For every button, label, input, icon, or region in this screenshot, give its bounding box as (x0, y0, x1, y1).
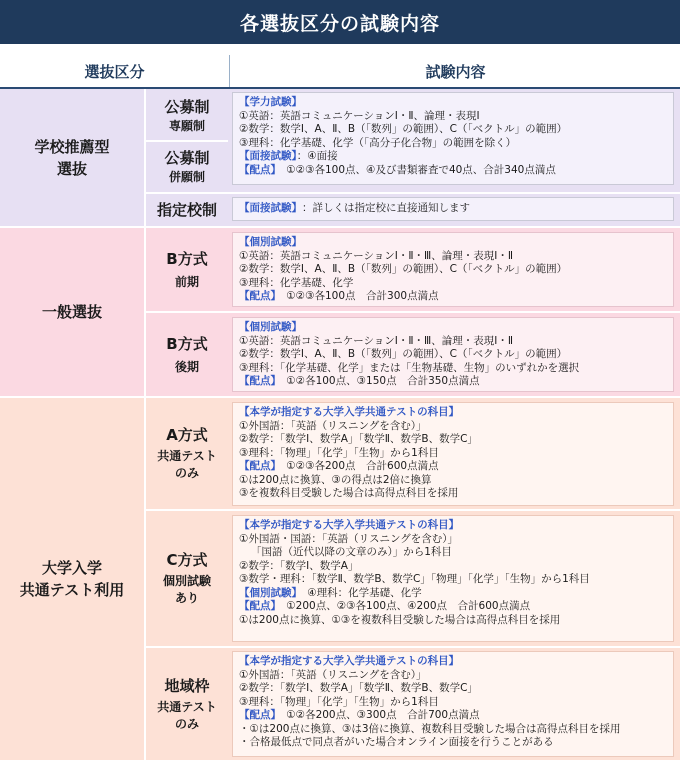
content-line: ③理科：「化学基礎、化学」または「生物基礎、生物」のいずれかを選択 (239, 361, 580, 374)
category-school-recommendation: 学校推薦型 選抜 (34, 137, 110, 178)
content-line: ・合格最低点で同点者がいた場合オンライン面接を行うことがある (239, 736, 554, 748)
exam-content-public (232, 92, 674, 185)
content-line: ①外国語・国語：「英語（リスニングを含む）」 (239, 532, 458, 545)
subcategory-public-multiple (146, 142, 228, 190)
subcategory-note: 共通テスト のみ (157, 700, 217, 731)
content-line: ③理科：「物理」「化学」「生物」から1科目 (239, 446, 439, 459)
exam-content-designated (232, 197, 674, 221)
section-common-test (0, 398, 680, 760)
content-text: ①②③各100点 合計300点満点 (275, 290, 439, 302)
subcategory-public-single (146, 91, 228, 139)
subcategory-note: 併願制 (168, 169, 205, 184)
content-tag: 【配点】 (239, 290, 276, 302)
header-selection-category: 選抜区分 (84, 62, 145, 81)
content-line: ②数学：「数学Ⅰ、数学A」「数学Ⅱ、数学B、数学C」 (239, 433, 478, 445)
exam-content-c-method (232, 515, 674, 642)
content-heading: 【個別試験】 (239, 321, 302, 333)
content-heading: 【学力試験】 (239, 96, 302, 108)
subcategory-title: C方式 (166, 551, 208, 569)
content-tag: 【配点】 (239, 375, 276, 387)
content-line: ①は200点に換算、①③を複数科目受験した場合は高得点科目を採用 (239, 613, 561, 626)
content-line (239, 600, 667, 614)
content-line: ②数学：「数学Ⅰ、数学A」 (239, 559, 359, 572)
subcategory-a-method (146, 398, 228, 508)
subcategory-title: 公募制 (164, 97, 210, 116)
header-divider (229, 55, 230, 87)
content-text: ：④面接 (296, 150, 338, 162)
content-line: ③を複数科目受験した場合は高得点科目を採用 (239, 487, 459, 499)
category-general-selection: 一般選抜 (41, 303, 102, 321)
subcategory-regional-quota (146, 648, 228, 760)
subcategory-note: 個別試験 あり (162, 574, 211, 605)
content-tag: 【面接試験】 (239, 150, 297, 162)
content-text: ①200点、②③各100点、④200点 合計600点満点 (275, 600, 531, 612)
content-text: ①②③各100点、④及び書類審査で40点、合計340点満点 (275, 163, 556, 176)
content-line (239, 164, 667, 178)
subcategory-title: A方式 (166, 426, 208, 444)
category-common-test: 大学入学 共通テスト利用 (19, 559, 125, 599)
subcategory-title: 地域枠 (164, 677, 210, 695)
subcategory-note: 前期 (174, 274, 199, 289)
exam-content-b-early (232, 232, 674, 307)
content-tag: 【配点】 (239, 163, 276, 176)
section-school-recommendation (0, 89, 680, 226)
content-tag: 【配点】 (239, 600, 276, 612)
content-line: ②数学：「数学Ⅰ、数学A」「数学Ⅱ、数学B、数学C」 (239, 682, 478, 694)
content-text: ：詳しくは指定校に直接通知します (302, 202, 470, 215)
subcategory-title: B方式 (166, 335, 208, 353)
content-line: ②数学：数学Ⅰ、A、Ⅱ、B（「数列」の範囲）、C（「ベクトル」の範囲） (239, 348, 568, 360)
content-tag: 【個別試験】 (239, 586, 297, 599)
subcategory-title: B方式 (166, 249, 208, 268)
content-line: ③理科：化学基礎、化学 (239, 276, 354, 289)
exam-content-regional-quota (232, 651, 674, 757)
content-text: ①②各100点、③150点 合計350点満点 (275, 375, 480, 387)
content-line: ③数学・理科：「数学Ⅱ、数学B、数学C」「物理」「化学」「生物」から1科目 (239, 573, 590, 585)
content-line (239, 587, 667, 601)
content-text: ①②③各200点 合計600点満点 (275, 460, 439, 472)
content-line (239, 375, 667, 389)
content-line: ・①は200点に換算、③は3倍に換算、複数科目受験した場合は高得点科目を採用 (239, 722, 621, 735)
content-line: ①英語：英語コミュニケーションⅠ・Ⅱ・Ⅲ、論理・表現Ⅰ・Ⅱ (239, 249, 514, 262)
content-line: ①は200点に換算、③の得点は2倍に換算 (239, 473, 432, 486)
subcategory-designated-school (146, 194, 228, 226)
content-line: ①外国語：「英語（リスニングを含む）」 (239, 668, 427, 681)
content-line (239, 150, 667, 164)
content-heading: 【本学が指定する大学入学共通テストの科目】 (239, 519, 460, 531)
content-text: ①②各200点、③300点 合計700点満点 (275, 709, 480, 721)
content-line: ②数学：数学Ⅰ、A、Ⅱ、B（「数列」の範囲）、C（「ベクトル」の範囲） (239, 263, 568, 275)
exam-content-a-method (232, 402, 674, 506)
subcategory-title: 指定校制 (156, 201, 217, 219)
content-line (239, 460, 667, 474)
header-exam-content: 試験内容 (425, 62, 486, 81)
section-general-selection (0, 228, 680, 396)
content-heading: 【本学が指定する大学入学共通テストの科目】 (239, 406, 460, 418)
content-line (239, 709, 667, 723)
content-text: ④理科：化学基礎、化学 (296, 586, 422, 599)
subcategory-c-method (146, 511, 228, 645)
content-heading: 【個別試験】 (239, 236, 302, 248)
subcategory-b-early (146, 228, 228, 310)
subcategory-note: 共通テスト のみ (157, 449, 217, 480)
subcategory-note: 専願制 (168, 118, 205, 133)
content-line: ②数学：数学Ⅰ、A、Ⅱ、B（「数列」の範囲）、C（「ベクトル」の範囲） (239, 123, 568, 135)
page-title: 各選抜区分の試験内容 (0, 0, 680, 44)
content-tag: 【配点】 (239, 709, 276, 721)
content-tag: 【面接試験】 (239, 202, 302, 215)
content-line: ③理科：化学基礎、化学（「高分子化合物」の範囲を除く） (239, 136, 517, 149)
subcategory-title: 公募制 (164, 148, 210, 167)
content-heading: 【本学が指定する大学入学共通テストの科目】 (239, 655, 460, 667)
subcategory-note: 後期 (174, 360, 199, 374)
exam-content-b-late (232, 317, 674, 392)
content-line: ①外国語：「英語（リスニングを含む）」 (239, 419, 427, 432)
content-line (239, 290, 667, 304)
content-line: ①英語：英語コミュニケーションⅠ・Ⅱ、論理・表現Ⅰ (239, 109, 480, 122)
content-tag: 【配点】 (239, 460, 276, 472)
content-line: ①英語：英語コミュニケーションⅠ・Ⅱ・Ⅲ、論理・表現Ⅰ・Ⅱ (239, 334, 514, 347)
subcategory-b-late (146, 313, 228, 396)
content-line: ③理科：「物理」「化学」「生物」から1科目 (239, 695, 439, 708)
content-line: 「国語（近代以降の文章のみ）」から1科目 (251, 546, 452, 558)
